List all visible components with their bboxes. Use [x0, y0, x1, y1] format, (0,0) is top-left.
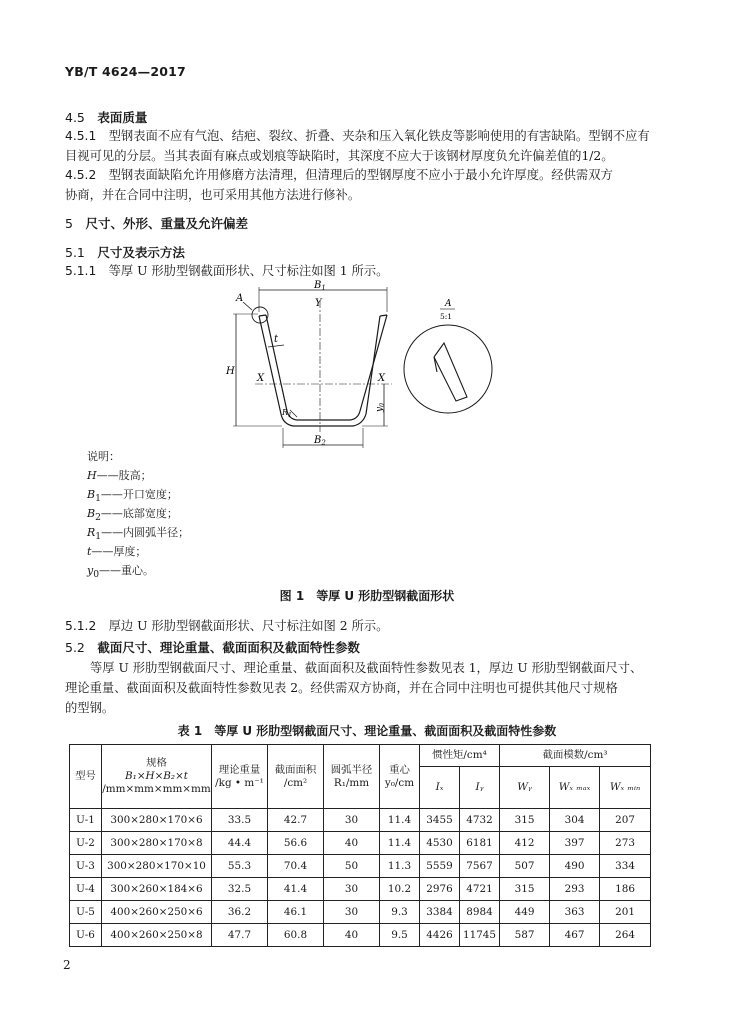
dimension-h-label: H — [226, 366, 235, 377]
header-radius: 圆弧半径 R₁/mm — [324, 745, 380, 809]
dimension-b2-label: $B_2$ — [314, 435, 326, 447]
table-1-caption: 表 1 等厚 U 形肋型钢截面尺寸、理论重量、截面面积及截面特性参数 — [177, 724, 557, 738]
detail-view-scale: 5:1 — [440, 312, 453, 321]
figure-legend-item: $R_1——$内圆弧半径； — [87, 526, 190, 543]
thickness-label: t — [274, 334, 279, 345]
detail-label-a: A — [236, 293, 244, 304]
clause-text: 厚边 U 形肋型钢截面形状、尺寸标注如图 2 所示。 — [108, 619, 389, 633]
section-number: 5 — [65, 216, 73, 231]
clause-5-1-2 — [65, 617, 388, 637]
header-model: 型号 — [70, 745, 102, 809]
header-wx-max: Wₓ ₘₐₓ — [550, 767, 600, 809]
figure-legend-item: $B_2——$底部宽度； — [87, 507, 178, 524]
section-5-2-para-line-3: 的型钢。 — [65, 701, 115, 715]
header-ix: Iₓ — [420, 767, 460, 809]
table-row: U-1 300×280×170×6 33.5 42.7 30 11.4 3455 4732 315 304 207 — [70, 809, 651, 832]
section-5-2-heading — [65, 638, 360, 656]
section-5-heading — [65, 214, 248, 232]
section-title: 截面尺寸、理论重量、截面面积及截面特性参数 — [97, 640, 360, 655]
figure-legend-item: $B_1——$开口宽度； — [87, 488, 178, 505]
section-number: 5.2 — [65, 640, 85, 655]
header-area: 截面面积 /cm² — [268, 745, 324, 809]
section-5-1-heading — [65, 243, 185, 261]
clause-4-5-2-line-2: 协商，并在合同中注明，也可采用其他方法进行修补。 — [65, 188, 361, 202]
x-axis-label-right: X — [378, 373, 386, 384]
figure-legend-item: t——厚度； — [87, 545, 147, 558]
clause-number: 4.5.1 — [65, 129, 97, 143]
section-5-2-para-line-1: 等厚 U 形肋型钢截面尺寸、理论重量、截面面积及截面特性参数见表 1，厚边 U 形肋型钢截面尺寸、 — [90, 661, 643, 675]
table-row: U-2 300×280×170×8 44.4 56.6 40 11.4 4530 6181 412 397 273 — [70, 832, 651, 855]
clause-4-5-1-line-2: 目视可见的分层。当其表面有麻点或划痕等缺陷时，其深度不应大于该钢材厚度负允许偏差值的1/2。 — [65, 149, 614, 163]
y-axis-label: Y — [315, 298, 322, 309]
table-row: U-5 400×260×250×6 36.2 46.1 30 9.3 3384 8984 449 363 201 — [70, 901, 651, 924]
standard-code: YB/T 4624—2017 — [65, 64, 186, 79]
header-inertia: 惯性矩/cm⁴ — [420, 745, 500, 767]
detail-view-title: A — [445, 299, 452, 309]
section-title: 表面质量 — [97, 110, 148, 125]
figure-legend-item: $y_0——$重心。 — [87, 564, 155, 581]
table-row: U-6 400×260×250×8 47.7 60.8 40 9.5 4426 11745 587 467 264 — [70, 924, 651, 947]
header-spec: 规格 B₁×H×B₂×t /mm×mm×mm×mm — [102, 745, 212, 809]
clause-text: 型钢表面不应有气泡、结疤、裂纹、折叠、夹杂和压入氧化铁皮等影响使用的有害缺陷。型钢不应有 — [108, 129, 650, 143]
clause-4-5-2-line-1 — [65, 166, 613, 186]
figure-1-u-rib-section — [0, 278, 734, 454]
figure-legend-item: H——肢高； — [87, 469, 152, 482]
x-axis-label-left: X — [257, 373, 265, 384]
table-row: U-4 300×260×184×6 32.5 41.4 30 10.2 2976 4721 315 293 186 — [70, 878, 651, 901]
figure-legend-title: 说明： — [87, 450, 120, 463]
clause-text: 等厚 U 形肋型钢截面形状、尺寸标注如图 1 所示。 — [108, 264, 389, 278]
section-title: 尺寸、外形、重量及允许偏差 — [85, 216, 248, 231]
header-weight: 理论重量 /kg • m⁻¹ — [212, 745, 268, 809]
clause-4-5-1-line-1 — [65, 127, 650, 147]
section-4-5-heading — [65, 108, 147, 126]
figure-caption: 图 1 等厚 U 形肋型钢截面形状 — [279, 589, 455, 603]
clause-text: 型钢表面缺陷允许用修磨方法清理，但清理后的型钢厚度不应小于最小允许厚度。经供需双方 — [108, 168, 613, 182]
table-row: U-3 300×280×170×10 55.3 70.4 50 11.3 5559 7567 507 490 334 — [70, 855, 651, 878]
clause-number: 5.1.1 — [65, 264, 97, 278]
header-centroid: 重心 y₀/cm — [380, 745, 420, 809]
page-number: 2 — [63, 958, 71, 972]
detail-leader-line — [243, 302, 252, 310]
thickness-leader — [268, 345, 284, 347]
u-profile-shape — [259, 315, 387, 426]
clause-number: 5.1.2 — [65, 619, 97, 633]
detail-view-cut — [434, 343, 467, 401]
header-iy: Iᵧ — [460, 767, 500, 809]
clause-number: 4.5.2 — [65, 168, 97, 182]
header-modulus: 截面模数/cm³ — [500, 745, 651, 767]
dimension-y0-label: $y_0$ — [375, 403, 386, 412]
radius-label: $R_1$ — [282, 408, 292, 419]
header-wx-min: Wₓ ₘᵢₙ — [600, 767, 651, 809]
section-number: 5.1 — [65, 245, 85, 260]
table-1 — [69, 744, 651, 947]
dimension-b1-label: $B_1$ — [314, 280, 326, 292]
section-number: 4.5 — [65, 110, 85, 125]
header-wy: Wᵧ — [500, 767, 550, 809]
section-title: 尺寸及表示方法 — [97, 245, 185, 260]
section-5-2-para-line-2: 理论重量、截面面积及截面特性参数见表 2。经供需双方协商，并在合同中注明也可提供其他尺寸规格 — [65, 681, 618, 695]
detail-view-circle — [404, 325, 492, 413]
